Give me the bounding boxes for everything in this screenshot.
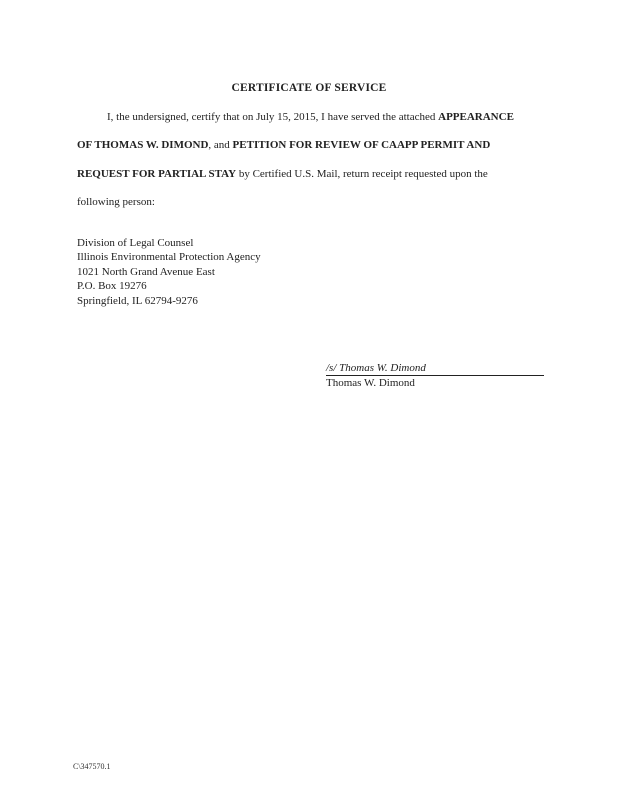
certificate-title: CERTIFICATE OF SERVICE — [231, 82, 387, 94]
document-name-appearance: APPEARANCE — [438, 111, 514, 123]
body-line-3-text: by Certified U.S. Mail, return receipt requested upon the — [236, 168, 488, 180]
document-name-appearance-cont: OF THOMAS W. DIMOND — [77, 139, 209, 151]
recipient-address — [77, 236, 261, 308]
signature-block — [326, 362, 544, 391]
address-line: 1021 North Grand Avenue East — [77, 265, 215, 278]
address-line: P.O. Box 19276 — [77, 280, 147, 293]
body-line-4: following person: — [77, 196, 155, 208]
document-name-petition: PETITION FOR REVIEW OF CAAPP PERMIT AND — [232, 139, 491, 151]
body-line-2 — [77, 139, 547, 151]
body-line-1 — [107, 111, 577, 123]
address-line: Division of Legal Counsel — [77, 237, 194, 249]
body-line-2-text: , and — [208, 139, 233, 151]
address-line: Illinois Environmental Protection Agency — [77, 251, 261, 264]
signer-name: Thomas W. Dimond — [326, 377, 415, 389]
document-footer-code: C\347570.1 — [73, 762, 111, 771]
address-line: Springfield, IL 62794-9276 — [77, 294, 198, 307]
electronic-signature: /s/ Thomas W. Dimond — [326, 362, 544, 376]
body-line-1-text: I, the undersigned, certify that on July 15, 2015, I have served the attached — [107, 111, 439, 123]
document-name-stay: REQUEST FOR PARTIAL STAY — [77, 168, 237, 180]
body-line-3 — [77, 168, 547, 180]
